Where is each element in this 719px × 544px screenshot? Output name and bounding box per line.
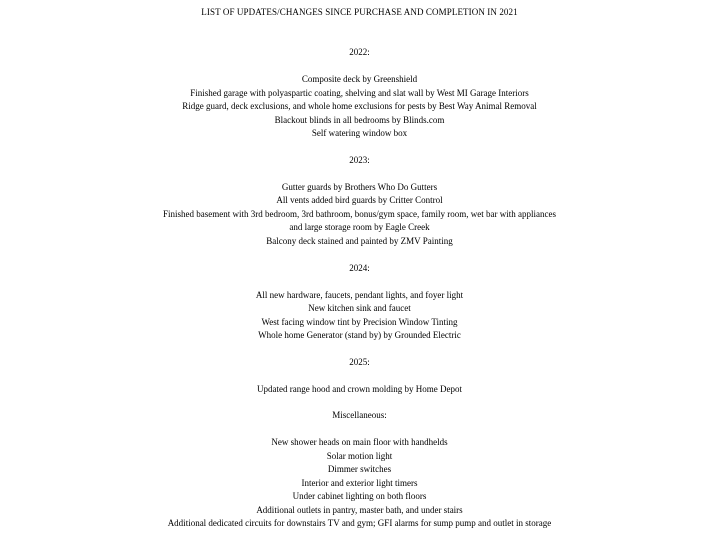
section-heading-2022: 2022: xyxy=(349,47,370,57)
list-item: Composite deck by Greenshield xyxy=(301,74,418,84)
document-title: LIST OF UPDATES/CHANGES SINCE PURCHASE AND COMPLETION IN 2021 xyxy=(201,7,518,17)
list-item: Finished basement with 3rd bedroom, 3rd bathroom, bonus/gym space, family room, wet bar with appliances xyxy=(163,209,556,219)
list-item: and large storage room by Eagle Creek xyxy=(289,222,430,232)
list-item: Ridge guard, deck exclusions, and whole home exclusions for pests by Best Way Animal Removal xyxy=(182,101,537,111)
list-item: Additional dedicated circuits for downstairs TV and gym; GFI alarms for sump pump and outlet in storage xyxy=(167,518,552,528)
list-item: All new hardware, faucets, pendant lights, and foyer light xyxy=(255,290,464,300)
list-item: New shower heads on main floor with handhelds xyxy=(271,437,448,447)
list-item: Self watering window box xyxy=(311,128,408,138)
list-item: Balcony deck stained and painted by ZMV Painting xyxy=(266,236,453,246)
list-item: Gutter guards by Brothers Who Do Gutters xyxy=(281,182,438,192)
section-heading-2023: 2023: xyxy=(349,155,370,165)
list-item: Under cabinet lighting on both floors xyxy=(292,491,427,501)
section-heading-2024: 2024: xyxy=(349,263,370,273)
list-item: Interior and exterior light timers xyxy=(301,478,418,488)
list-item: Blackout blinds in all bedrooms by Blinds.com xyxy=(274,115,445,125)
list-item: New kitchen sink and faucet xyxy=(308,303,411,313)
section-heading-miscellaneous: Miscellaneous: xyxy=(332,410,387,420)
section-heading-2025: 2025: xyxy=(349,357,370,367)
list-item: Additional outlets in pantry, master bath, and under stairs xyxy=(256,505,463,515)
list-item: Solar motion light xyxy=(326,451,393,461)
list-item: All vents added bird guards by Critter Control xyxy=(276,195,443,205)
list-item: Updated range hood and crown molding by Home Depot xyxy=(257,384,462,394)
list-item: Whole home Generator (stand by) by Grounded Electric xyxy=(258,330,461,340)
list-item: West facing window tint by Precision Window Tinting xyxy=(261,317,458,327)
list-item: Dimmer switches xyxy=(327,464,392,474)
list-item: Finished garage with polyaspartic coating, shelving and slat wall by West MI Garage Interiors xyxy=(190,88,529,98)
